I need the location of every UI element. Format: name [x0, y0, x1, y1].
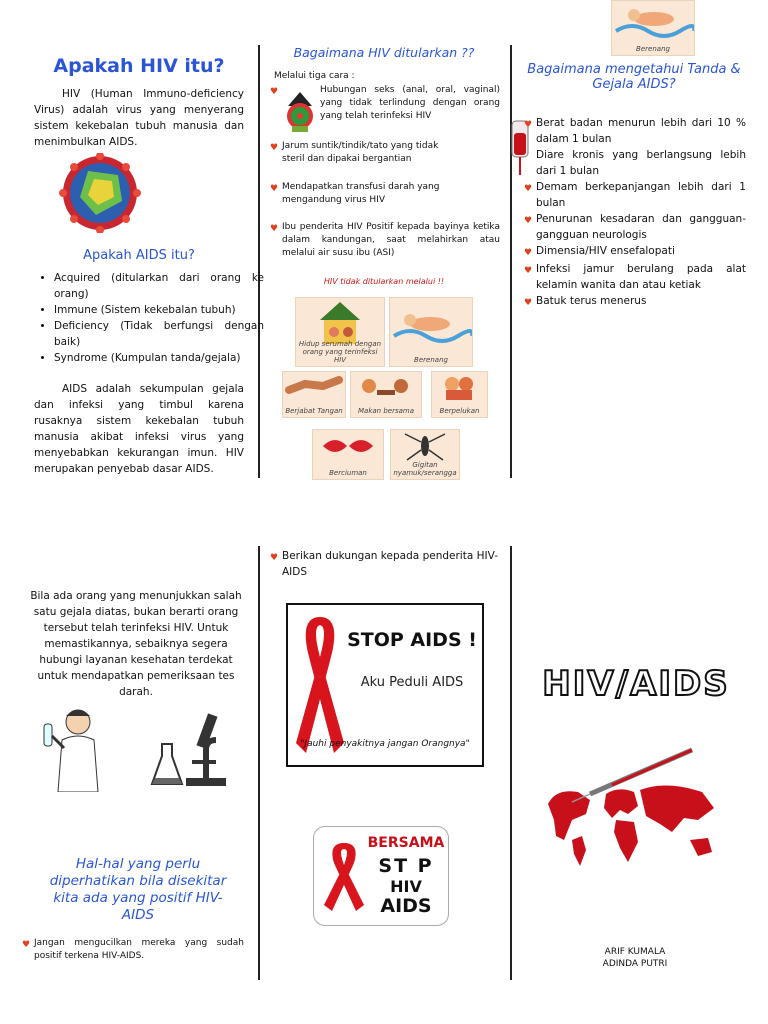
red-ribbon-icon: [292, 613, 348, 759]
list-item: ♥ Penurunan kesadaran dan gangguan-gangguan neurologis: [524, 213, 746, 241]
signs-title: Bagaimana mengetahui Tanda & Gejala AIDS?: [527, 62, 741, 92]
heart-icon: ♥: [524, 248, 533, 258]
test-advice-paragraph: Bila ada orang yang menunjukkan salah satu gejala diatas, bukan berarti orang tersebut telah terinfeksi HIV. Untuk memastikannya, sebaiknya segera hubungi layanan kesehatan terdekat untuk mendapatkan pemeriksaan tes darah.: [30, 590, 242, 698]
caption-house: Hidup serumah dengan orang yang terinfeksi HIV: [298, 340, 382, 364]
transmission-intro: Melalui tiga cara :: [274, 71, 355, 81]
heart-icon: ♥: [270, 553, 279, 563]
hiv-title: Apakah HIV itu?: [53, 55, 225, 77]
list-item: ♥ Dimensia/HIV ensefalopati: [524, 243, 746, 261]
author-1: ARIF KUMALA: [604, 947, 666, 957]
aids-acronym-list: [36, 270, 264, 366]
caption-eat: Makan bersama: [357, 407, 414, 415]
poster2-line2: ST P: [378, 855, 434, 877]
microscope-illustration: [146, 710, 230, 790]
image-mosquito: [390, 429, 460, 480]
poster-subtitle: Aku Peduli AIDS: [360, 675, 464, 690]
poster2-line4: AIDS: [380, 895, 432, 917]
list-item: • Immune (Sistem kekebalan tubuh): [54, 302, 264, 318]
authors: [560, 946, 710, 970]
poster2-line3: HIV: [390, 877, 422, 896]
support-item: ♥ Berikan dukungan kepada penderita HIV-AIDS: [270, 550, 498, 578]
caption-mosquito: Gigitan nyamuk/serangga: [393, 461, 457, 477]
caption-hand: Berjabat Tangan: [285, 407, 343, 415]
way-2: ♥ Jarum suntik/tindik/tato yang tidak steril dan dipakai bergantian: [270, 141, 439, 164]
heart-icon: ♥: [524, 184, 533, 194]
image-kiss: [312, 429, 384, 480]
way-3: ♥ Mendapatkan transfusi darah yang mengandung virus HIV: [270, 182, 440, 205]
heart-icon: ♥: [22, 940, 31, 950]
caption-swim-top: Berenang: [636, 45, 670, 53]
image-hug: [431, 371, 488, 418]
heart-icon: ♥: [270, 184, 279, 194]
stop-aids-poster: [286, 603, 484, 767]
blood-map-illustration: [542, 744, 724, 868]
signs-list: [524, 115, 746, 311]
virus-illustration: [50, 153, 150, 233]
red-ribbon-icon: [320, 841, 368, 915]
heart-icon: ♥: [524, 120, 533, 130]
transmission-title: Bagaimana HIV ditularkan ??: [293, 45, 475, 60]
caption-kiss: Berciuman: [329, 469, 367, 477]
poster-headline: STOP AIDS !: [347, 629, 477, 651]
list-item: ♥ Infeksi jamur berulang pada alat kelamin wanita dan atau ketiak: [524, 263, 746, 291]
bersama-stop-poster: [313, 826, 449, 926]
consideration-item: ♥ Jangan mengucilkan mereka yang sudah positif terkena HIV-AIDS.: [22, 938, 244, 961]
list-item: ♥ Berat badan menurun lebih dari 10 % dalam 1 bulan: [524, 117, 746, 145]
doctor-illustration: [40, 706, 110, 792]
caption-hug: Berpelukan: [439, 407, 480, 415]
heart-icon: ♥: [524, 216, 533, 226]
heart-icon: ♥: [524, 266, 533, 276]
aids-title: Apakah AIDS itu?: [83, 248, 195, 263]
list-item: • Acquired (ditularkan dari orang ke orang): [54, 270, 264, 302]
list-item: • Syndrome (Kumpulan tanda/gejala): [54, 350, 264, 366]
divider-3: [258, 546, 260, 980]
aids-paragraph: AIDS adalah sekumpulan gejala dan infeksi yang timbul karena rusaknya sistem kekebalan tubuh manusia akibat infeksi virus yang menyebabkan kekurangan imun. HIV merupakan penyebab dasar AIDS.: [34, 383, 244, 475]
list-item: Diare kronis yang berlangsung lebih dari 1 bulan: [536, 149, 746, 177]
divider-4: [510, 546, 512, 980]
author-2: ADINDA PUTRI: [602, 959, 668, 969]
image-eating: [350, 371, 422, 418]
image-house: [295, 297, 385, 367]
list-item: ♥ Demam berkepanjangan lebih dari 1 bulan: [524, 181, 746, 209]
divider-1: [258, 45, 260, 478]
list-item: • Deficiency (Tidak berfungsi dengan baik): [54, 318, 264, 350]
divider-2: [510, 45, 512, 478]
heart-icon: ♥: [270, 143, 279, 153]
hiv-paragraph: HIV (Human Immuno-deficiency Virus) adalah virus yang menyerang sistem kekebalan tubuh manusia dan menimbulkan AIDS.: [34, 88, 244, 148]
heart-icon: ♥: [270, 224, 279, 234]
poster2-line1: BERSAMA: [367, 835, 445, 851]
heart-icon: ♥: [524, 298, 533, 308]
not-transmitted-title: HIV tidak ditularkan melalui !!: [323, 277, 445, 286]
considerations-title: Hal-hal yang perlu diperhatikan bila disekitar kita ada yang positif HIV-AIDS: [49, 856, 227, 923]
image-swim: [389, 297, 473, 367]
heart-icon: ♥: [270, 87, 279, 97]
cover-title: HIV/AIDS: [542, 664, 730, 704]
image-handshake: [282, 371, 346, 418]
way-1: ♥ Hubungan seks (anal, oral, vaginal) yang tidak terlindung dengan orang yang telah terinfeksi HIV: [270, 85, 500, 121]
caption-swim: Berenang: [414, 356, 448, 364]
image-swim-top: [611, 0, 695, 56]
poster-quote: "Jauhi penyakitnya jangan Orangnya": [300, 739, 470, 749]
way-4: ♥ Ibu penderita HIV Positif kepada bayinya ketika dalam kandungan, saat melahirkan atau melalui air susu ibu (ASI): [270, 222, 500, 258]
list-item: ♥ Batuk terus menerus: [524, 293, 746, 311]
